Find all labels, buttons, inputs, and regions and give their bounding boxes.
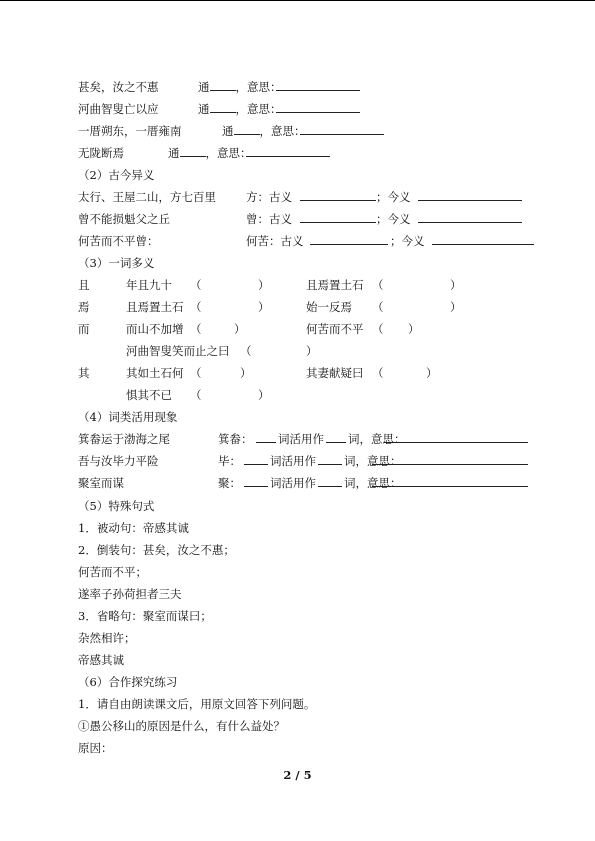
sentence: 箕畚运于渤海之尾 <box>78 432 170 446</box>
paren-close: ） <box>426 366 438 380</box>
pos-blank[interactable] <box>244 452 268 465</box>
label-word: 箕畚： <box>218 432 253 446</box>
sentence: 聚室而谋 <box>78 476 124 490</box>
jin-blank[interactable] <box>418 210 522 223</box>
answer-blank[interactable] <box>210 100 236 113</box>
sentence: 且焉置土石 <box>126 300 184 314</box>
gujin-line-1 <box>0 188 595 206</box>
tongjia-line-4 <box>0 144 595 162</box>
pos-blank[interactable] <box>326 430 346 443</box>
duoyi-line-5 <box>0 364 595 382</box>
paren-open[interactable]: （ <box>190 278 202 292</box>
sentence: 一厝朔东，一厝雍南 <box>78 124 182 138</box>
meaning-blank[interactable] <box>276 78 360 91</box>
teshu-line-1: 1．被动句：帝感其诚 <box>78 521 189 535</box>
teshu-line-3: 何苦而不平； <box>78 565 147 579</box>
section-5-title: （5）特殊句式 <box>78 499 155 513</box>
teshu-line-4: 遂率子孙荷担者三夫 <box>78 587 182 601</box>
question-1: 1．请自由朗读课文后，用原文回答下列问题。 <box>78 697 316 711</box>
keyword: 其 <box>78 366 90 380</box>
page-number: 2 / 5 <box>283 768 312 782</box>
label-meaning: 词，意思： <box>344 476 402 490</box>
sentence: 甚矣，汝之不惠 <box>78 80 159 94</box>
duoyi-line-1 <box>0 276 595 294</box>
label-gu: 何苦：古义 <box>246 234 304 248</box>
teshu-line-7: 帝感其诚 <box>78 653 124 667</box>
paren-close: ） <box>306 344 318 358</box>
sentence: 河曲智叟亡以应 <box>78 102 159 116</box>
paren-open[interactable]: （ <box>372 300 384 314</box>
paren-open[interactable]: （ <box>190 388 202 402</box>
tongjia-line-3 <box>0 122 595 140</box>
label-gu: 曾：古义 <box>246 212 292 226</box>
label-tong: 通 ，意思： <box>168 146 252 160</box>
paren-open[interactable]: （ <box>240 344 252 358</box>
sentence: 吾与汝毕力平险 <box>78 454 159 468</box>
sentence: 始一反焉 <box>306 300 352 314</box>
sentence: 其如土石何 <box>126 366 184 380</box>
answer-blank[interactable] <box>234 122 260 135</box>
paren-close: ） <box>240 366 252 380</box>
label-huoyong: 词活用作 <box>278 432 324 446</box>
paren-open[interactable]: （ <box>190 366 202 380</box>
label-gu: 方：古义 <box>246 190 292 204</box>
sentence: 何苦而不平曾： <box>78 234 159 248</box>
duoyi-line-3 <box>0 320 595 338</box>
answer-blank[interactable] <box>210 78 236 91</box>
teshu-line-2: 2．倒装句：甚矣，汝之不惠； <box>78 543 235 557</box>
section-6-title: （6）合作探究练习 <box>78 675 178 689</box>
label-meaning: 词，意思： <box>344 454 402 468</box>
sentence: 而山不加增 <box>126 322 184 336</box>
gu-blank[interactable] <box>300 188 376 201</box>
answer-blank[interactable] <box>180 144 206 157</box>
label-tong: 通 ，意思： <box>198 80 282 94</box>
meaning-blank[interactable] <box>372 474 528 487</box>
meaning-blank[interactable] <box>246 144 330 157</box>
tongjia-line-2 <box>0 100 595 118</box>
sentence: 河曲智叟笑而止之曰 <box>126 344 230 358</box>
paren-open[interactable]: （ <box>190 322 202 336</box>
meaning-blank[interactable] <box>276 100 360 113</box>
duoyi-line-4 <box>0 342 595 360</box>
paren-close: ） <box>408 322 420 336</box>
meaning-blank[interactable] <box>384 430 528 443</box>
sentence: 何苦而不平 <box>306 322 364 336</box>
label-tong: 通 ，意思： <box>198 102 282 116</box>
answer-label-reason: 原因： <box>78 741 113 755</box>
pos-blank[interactable] <box>244 474 268 487</box>
sentence: 曾不能损魁父之丘 <box>78 212 170 226</box>
pos-blank[interactable] <box>256 430 276 443</box>
sentence: 惧其不已 <box>126 388 172 402</box>
sentence: 且焉置土石 <box>306 278 364 292</box>
duoyi-line-2 <box>0 298 595 316</box>
gu-blank[interactable] <box>310 232 388 245</box>
question-1-1: ①愚公移山的原因是什么，有什么益处？ <box>78 719 285 733</box>
section-2-title: （2）古今异义 <box>78 168 155 182</box>
paren-close: ） <box>258 278 270 292</box>
sentence: 其妻献疑曰 <box>306 366 364 380</box>
label-jin: ；今义 <box>390 234 425 248</box>
jin-blank[interactable] <box>432 232 534 245</box>
gujin-line-2 <box>0 210 595 228</box>
label-tong: 通 ，意思： <box>222 124 306 138</box>
huoyong-line-3 <box>0 474 595 492</box>
huoyong-line-1 <box>0 430 595 448</box>
paren-close: ） <box>450 278 462 292</box>
huoyong-line-2 <box>0 452 595 470</box>
label-huoyong: 词活用作 <box>270 454 316 468</box>
label-meaning: 词，意思： <box>348 432 406 446</box>
gujin-line-3 <box>0 232 595 250</box>
label-word: 毕： <box>218 454 241 468</box>
pos-blank[interactable] <box>318 452 342 465</box>
section-4-title: （4）词类活用现象 <box>78 410 178 424</box>
label-jin: ；今义 <box>376 190 411 204</box>
teshu-line-6: 杂然相许； <box>78 631 136 645</box>
duoyi-line-6 <box>0 386 595 404</box>
meaning-blank[interactable] <box>300 122 384 135</box>
label-word: 聚： <box>218 476 241 490</box>
meaning-blank[interactable] <box>372 452 528 465</box>
paren-close: ） <box>258 300 270 314</box>
gu-blank[interactable] <box>300 210 376 223</box>
paren-open[interactable]: （ <box>190 300 202 314</box>
paren-open[interactable]: （ <box>372 366 384 380</box>
sentence: 年且九十 <box>126 278 172 292</box>
paren-open[interactable]: （ <box>372 322 384 336</box>
paren-open[interactable]: （ <box>372 278 384 292</box>
keyword: 且 <box>78 278 90 292</box>
jin-blank[interactable] <box>418 188 522 201</box>
keyword: 焉 <box>78 300 90 314</box>
paren-close: ） <box>258 388 270 402</box>
paren-close: ） <box>234 322 246 336</box>
tongjia-line-1 <box>0 78 595 96</box>
sentence: 太行、王屋二山，方七百里 <box>78 190 216 204</box>
label-huoyong: 词活用作 <box>270 476 316 490</box>
label-jin: ；今义 <box>376 212 411 226</box>
keyword: 而 <box>78 322 90 336</box>
section-3-title: （3）一词多义 <box>78 256 155 270</box>
paren-close: ） <box>450 300 462 314</box>
header-rule <box>0 0 595 1</box>
pos-blank[interactable] <box>318 474 342 487</box>
teshu-line-5: 3．省略句：聚室而谋曰； <box>78 609 212 623</box>
sentence: 无陇断焉 <box>78 146 124 160</box>
